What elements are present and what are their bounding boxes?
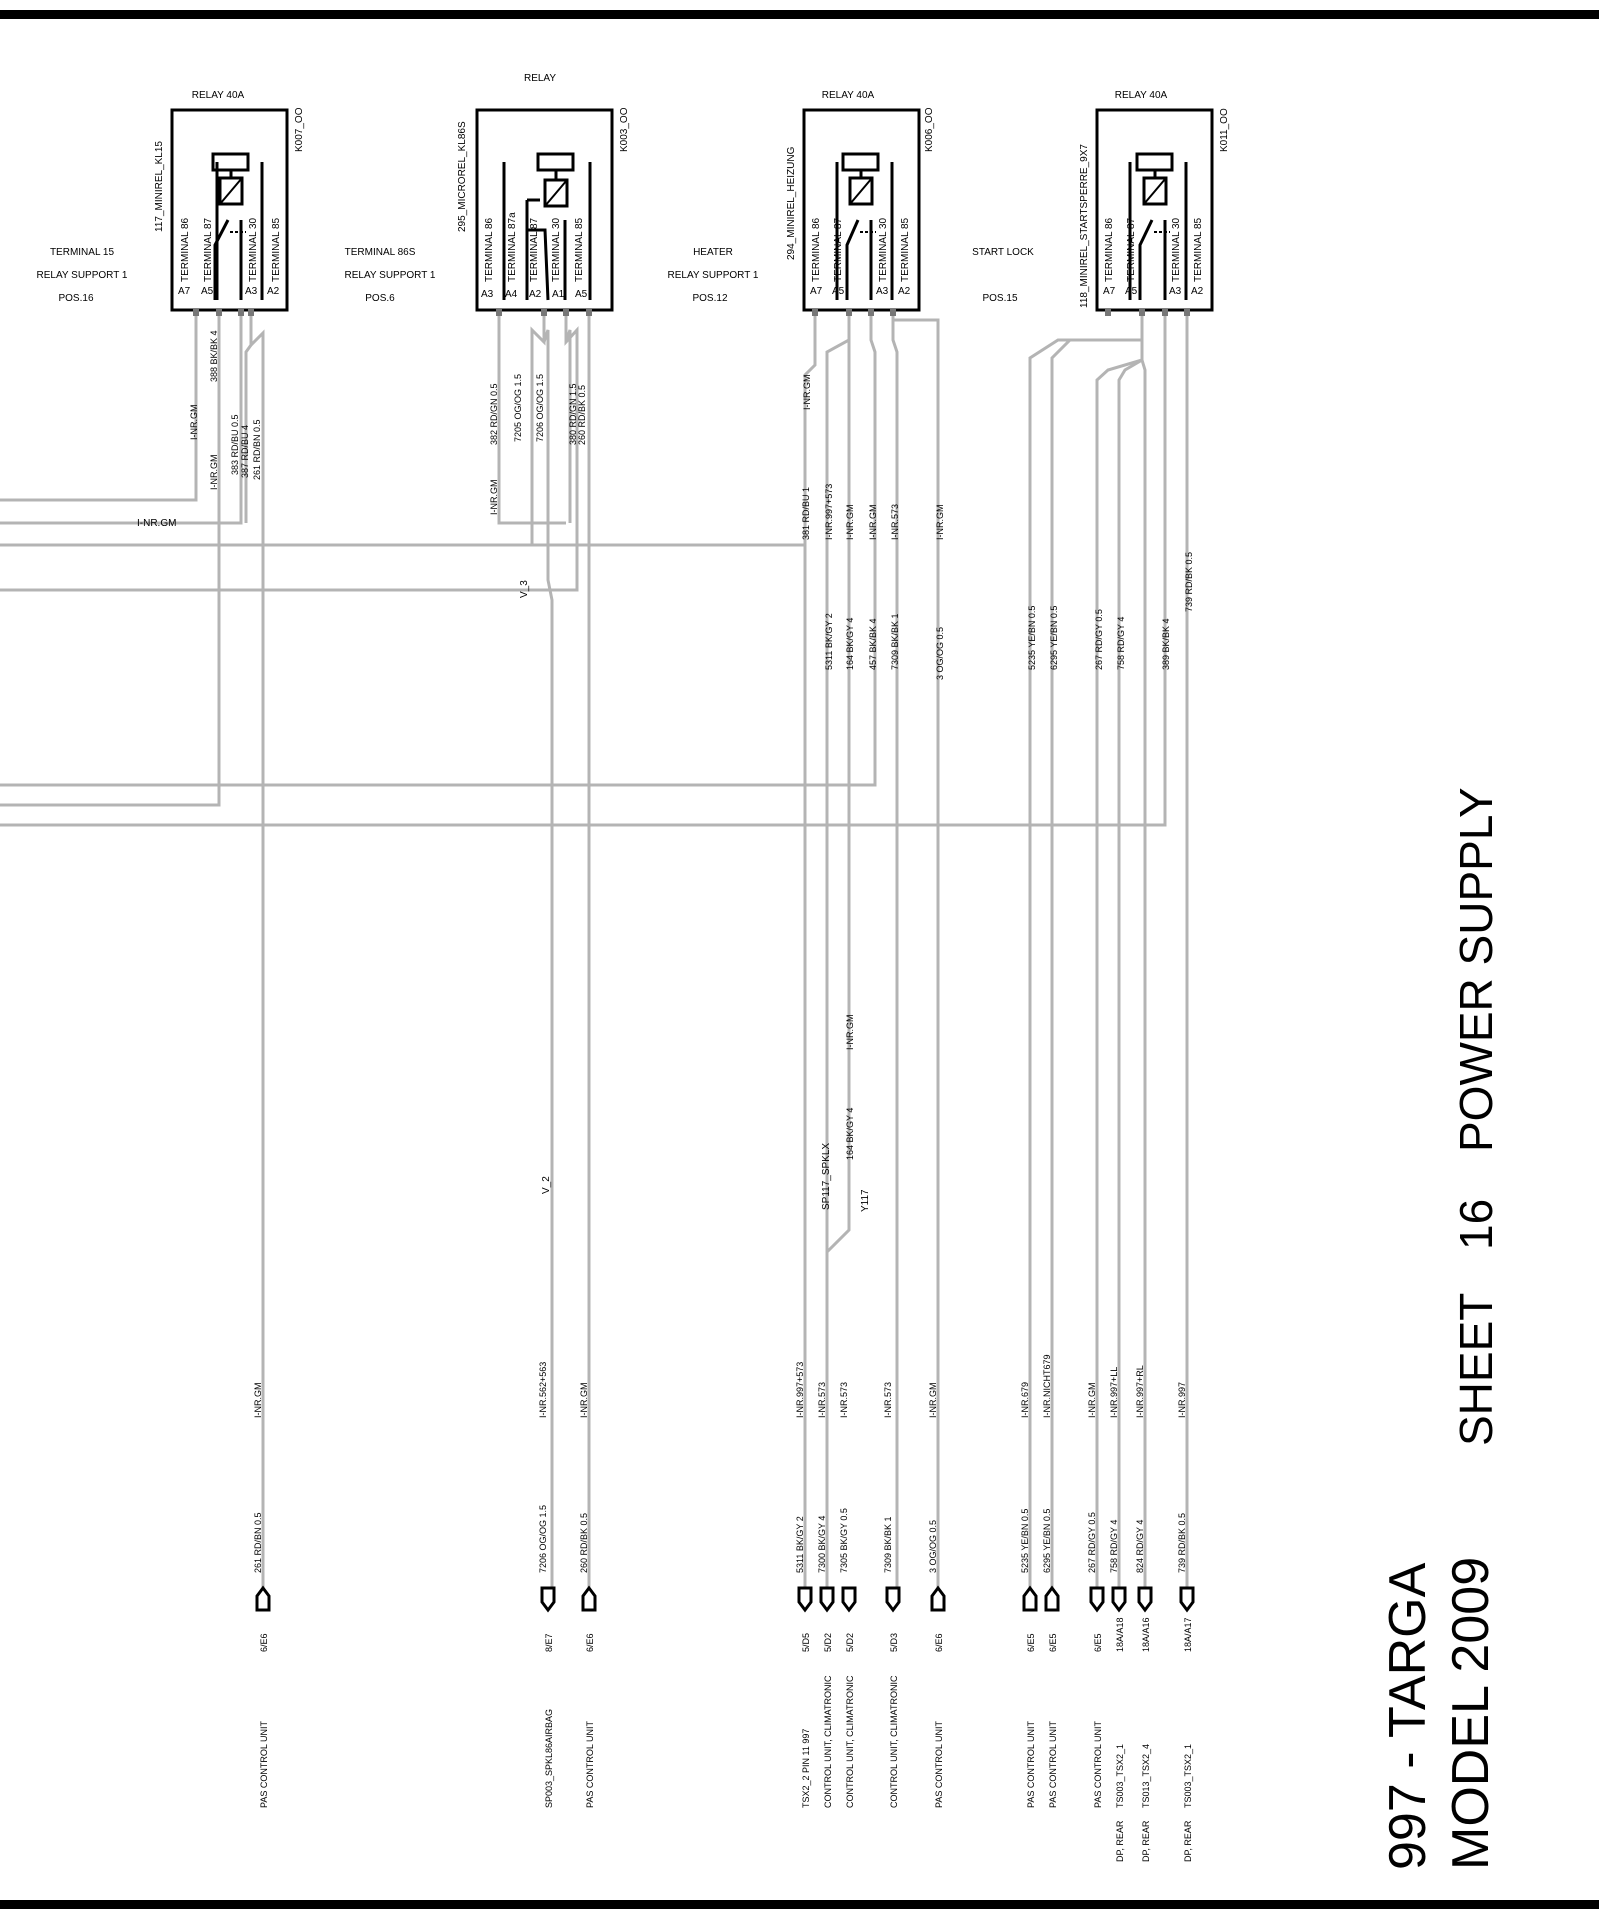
wire-label: V_3 bbox=[519, 580, 530, 598]
connector-destination: PAS CONTROL UNIT bbox=[259, 1720, 269, 1808]
relay-k006 bbox=[668, 90, 935, 316]
wire-label: 5235 YE/BN 0.5 bbox=[1027, 605, 1037, 670]
connector-ref-label: 6/E5 bbox=[1026, 1633, 1036, 1652]
connector-inr-label: I-NR.679 bbox=[1020, 1381, 1030, 1418]
connector-destination: CONTROL UNIT, CLIMATRONIC bbox=[823, 1675, 833, 1808]
connector-inr-label: I-NR.573 bbox=[839, 1381, 849, 1418]
connector-inr-label: I-NR.573 bbox=[883, 1381, 893, 1418]
wire-label: 7309 BK/BK 1 bbox=[890, 613, 900, 670]
connector-destination: TS003_TSX2_1 bbox=[1115, 1743, 1125, 1808]
connector-terminal-icon bbox=[1113, 1588, 1125, 1610]
connector-destination: TS003_TSX2_1 bbox=[1183, 1743, 1193, 1808]
connector bbox=[579, 1383, 595, 1809]
connector-ref-label: 6/E5 bbox=[1093, 1633, 1103, 1652]
connector bbox=[1042, 1354, 1058, 1808]
sheet-title: POWER SUPPLY bbox=[1450, 787, 1502, 1152]
connector-wire-label: 261 RD/BN 0.5 bbox=[253, 1512, 263, 1573]
pin-label: A7 bbox=[178, 286, 191, 297]
relay-k011 bbox=[972, 90, 1230, 316]
connector-wire-label: 5311 BK/GY 2 bbox=[795, 1516, 805, 1573]
wire-label: I-NR.GM bbox=[802, 374, 812, 410]
pin-label: A2 bbox=[267, 286, 280, 297]
connector-destination: PAS CONTROL UNIT bbox=[585, 1720, 595, 1808]
wire-label: 7205 OG/OG 1.5 bbox=[513, 373, 523, 442]
connector-ref-label: 5/D5 bbox=[801, 1632, 811, 1652]
connector bbox=[795, 1362, 811, 1808]
connector-ref-label: 6/E6 bbox=[934, 1633, 944, 1652]
connector-wire-label: 3 OG/OG 0.5 bbox=[928, 1519, 938, 1573]
connector-terminal-icon bbox=[257, 1588, 269, 1610]
title-block bbox=[1379, 787, 1502, 1870]
terminal-label: TERMINAL 30 bbox=[248, 217, 259, 282]
connector-inr-label: I-NR.997+573 bbox=[795, 1361, 805, 1418]
connector bbox=[1135, 1365, 1151, 1862]
pin-label: A7 bbox=[1103, 286, 1116, 297]
connector-wire-label: 7206 OG/OG 1.5 bbox=[538, 1504, 548, 1573]
terminal-label: TERMINAL 85 bbox=[900, 217, 911, 282]
relay-side-label: RELAY SUPPORT 1 bbox=[36, 270, 128, 281]
wire-label: 5311 BK/GY 2 bbox=[824, 613, 834, 670]
wire-label: 388 BK/BK 4 bbox=[209, 330, 219, 382]
relay-id: K006_OO bbox=[924, 107, 935, 152]
connector-wire-label: 824 RD/GY 4 bbox=[1135, 1519, 1145, 1573]
connector-wire-label: 7300 BK/GY 4 bbox=[817, 1515, 827, 1573]
relay-side-label: TERMINAL 86S bbox=[344, 247, 416, 258]
wire-label: I-NR.GM bbox=[209, 454, 219, 490]
terminal-label: TERMINAL 86 bbox=[484, 217, 495, 282]
terminal-label: TERMINAL 85 bbox=[271, 217, 282, 282]
relay-header: RELAY 40A bbox=[821, 90, 875, 101]
bottom-border bbox=[0, 1900, 1599, 1909]
wire-label: I-NR.GM bbox=[868, 504, 878, 540]
wire-label: 380 RD/GN 1.5 bbox=[568, 383, 578, 445]
connector-terminal-icon bbox=[843, 1588, 855, 1610]
connector-terminal-icon bbox=[932, 1588, 944, 1610]
pin-label: A7 bbox=[810, 286, 823, 297]
relay-side-label: START LOCK bbox=[972, 247, 1034, 258]
pin-label: A4 bbox=[505, 289, 518, 300]
pin-label: A3 bbox=[481, 289, 494, 300]
connector-ref-label: 5/D2 bbox=[823, 1632, 833, 1652]
connector bbox=[928, 1383, 944, 1809]
connector bbox=[1109, 1367, 1125, 1862]
terminal-label: TERMINAL 30 bbox=[551, 217, 562, 282]
connector bbox=[1177, 1382, 1193, 1862]
wire-label: 382 RD/GN 0.5 bbox=[489, 383, 499, 445]
pin-label: A5 bbox=[1125, 286, 1138, 297]
relay-side-label: POS.6 bbox=[365, 293, 395, 304]
connector-ref-label: 18A/A16 bbox=[1141, 1617, 1151, 1652]
connector-destination: PAS CONTROL UNIT bbox=[934, 1720, 944, 1808]
relay-side-label: POS.15 bbox=[982, 293, 1018, 304]
terminal-label: TERMINAL 85 bbox=[1193, 217, 1204, 282]
connector-terminal-icon bbox=[1046, 1588, 1058, 1610]
terminal-label: TERMINAL 87 bbox=[529, 217, 540, 282]
terminal-label: TERMINAL 30 bbox=[1171, 217, 1182, 282]
wire-label: 164 BK/GY 4 bbox=[845, 617, 855, 670]
wire-label: 739 RD/BK 0.5 bbox=[1184, 551, 1194, 612]
connector bbox=[253, 1383, 269, 1809]
terminal-label: TERMINAL 30 bbox=[878, 217, 889, 282]
connector-ref-label: 18A/A17 bbox=[1183, 1617, 1193, 1652]
terminal-label: TERMINAL 86 bbox=[1104, 217, 1115, 282]
wire-label: I-NR.GM bbox=[935, 504, 945, 540]
sheet-number: 16 bbox=[1450, 1198, 1502, 1250]
pin-label: A1 bbox=[552, 289, 565, 300]
connector-inr-label: I-NR.997+RL bbox=[1135, 1365, 1145, 1418]
connector-destination: CONTROL UNIT, CLIMATRONIC bbox=[845, 1675, 855, 1808]
relay-side-label: HEATER bbox=[693, 247, 733, 258]
connector-ref-label: 18A/A18 bbox=[1115, 1617, 1125, 1652]
wire-label: 164 BK/GY 4 bbox=[845, 1107, 855, 1160]
wire-label: SP117_SPKLX bbox=[821, 1142, 832, 1210]
connector-wire-label: 7309 BK/BK 1 bbox=[883, 1516, 893, 1573]
connector-ref-label: 8/E7 bbox=[544, 1633, 554, 1652]
relay-name: 117_MINIREL_KL15 bbox=[154, 141, 165, 232]
relay-side-label: TERMINAL 15 bbox=[49, 247, 115, 258]
connector-terminal-icon bbox=[799, 1588, 811, 1610]
connector-inr-label: I-NR.GM bbox=[579, 1382, 589, 1418]
connector-wire-label: 5235 YE/BN 0.5 bbox=[1020, 1508, 1030, 1573]
connector bbox=[1020, 1382, 1036, 1808]
relay-id: K011_OO bbox=[1219, 108, 1230, 152]
relay-body bbox=[477, 110, 612, 310]
wire-label: I-NR.573 bbox=[890, 503, 900, 540]
connector-terminal-icon bbox=[1091, 1588, 1103, 1610]
connector-wire-label: 758 RD/GY 4 bbox=[1109, 1519, 1119, 1573]
terminal-label: TERMINAL 85 bbox=[574, 217, 585, 282]
connector-destination: PAS CONTROL UNIT bbox=[1048, 1720, 1058, 1808]
connector-inr-label: I-NR.NICHT679 bbox=[1042, 1354, 1052, 1418]
connector-destination: CONTROL UNIT, CLIMATRONIC bbox=[889, 1675, 899, 1808]
model-title: 997 - TARGA bbox=[1379, 1562, 1437, 1870]
connector-ref-label: 6/E6 bbox=[259, 1633, 269, 1652]
wire-label: I-NR.GM bbox=[845, 504, 855, 540]
top-border bbox=[0, 10, 1599, 19]
connector-destination-extra: DP, REAR bbox=[1183, 1820, 1193, 1862]
wire-label: I-NR.GM bbox=[489, 479, 499, 515]
wire-label: 758 RD/GY 4 bbox=[1116, 616, 1126, 670]
relay-side-label: POS.16 bbox=[58, 293, 94, 304]
connector-inr-label: I-NR.997+LL bbox=[1109, 1366, 1119, 1418]
pin-label: A5 bbox=[832, 286, 845, 297]
connector-wire-label: 267 RD/GY 0.5 bbox=[1087, 1512, 1097, 1573]
connector-destination-extra: DP, REAR bbox=[1115, 1820, 1125, 1862]
wire-label: V_2 bbox=[541, 1176, 552, 1194]
terminal-label: TERMINAL 87 bbox=[1126, 217, 1137, 282]
pin-label: A3 bbox=[245, 286, 258, 297]
relay-header: RELAY bbox=[523, 73, 557, 84]
wires bbox=[0, 313, 1187, 1596]
wire-label: I-NR.997+573 bbox=[824, 483, 834, 540]
terminal-label: TERMINAL 86 bbox=[811, 217, 822, 282]
wire-label: 261 RD/BN 0.5 bbox=[252, 419, 262, 480]
connector-destination-extra: DP, REAR bbox=[1141, 1820, 1151, 1862]
connector-terminal-icon bbox=[1024, 1588, 1036, 1610]
relay-name: 294_MINIREL_HEIZUNG bbox=[786, 146, 797, 260]
connector-destination: SP003_SPKL86AIRBAG bbox=[544, 1708, 554, 1808]
wire-label: 383 RD/BU 0.5 bbox=[230, 414, 240, 475]
terminal-label: TERMINAL 87 bbox=[833, 217, 844, 282]
wire-label: 387 RD/BU 4 bbox=[240, 424, 250, 478]
relay-header: RELAY 40A bbox=[1114, 90, 1168, 101]
model-year: MODEL 2009 bbox=[1442, 1556, 1500, 1870]
connector-terminal-icon bbox=[542, 1588, 554, 1610]
connector bbox=[817, 1382, 833, 1808]
wire-label: 3 OG/OG 0.5 bbox=[935, 626, 945, 680]
sheet-label: SHEET bbox=[1450, 1292, 1502, 1446]
connector-inr-label: I-NR.GM bbox=[1087, 1382, 1097, 1418]
connector-ref-label: 6/E6 bbox=[585, 1633, 595, 1652]
relay-id: K003_OO bbox=[619, 107, 630, 152]
relay-k003 bbox=[345, 73, 630, 316]
connector-terminal-icon bbox=[583, 1588, 595, 1610]
relay-side-label: RELAY SUPPORT 1 bbox=[344, 270, 436, 281]
connector-inr-label: I-NR.562+563 bbox=[538, 1361, 548, 1418]
terminal-label: TERMINAL 87 bbox=[203, 217, 214, 282]
connector-inr-label: I-NR.997 bbox=[1177, 1381, 1187, 1418]
relay-side-label: POS.12 bbox=[692, 293, 728, 304]
connector-wire-label: 260 RD/BK 0.5 bbox=[579, 1512, 589, 1573]
relay-name: 295_MICROREL_KL86S bbox=[457, 121, 468, 232]
pin-label: A3 bbox=[1169, 286, 1182, 297]
connector-destination: PAS CONTROL UNIT bbox=[1093, 1720, 1103, 1808]
pin-label: A5 bbox=[575, 289, 588, 300]
connector-terminal-icon bbox=[821, 1588, 833, 1610]
connector-terminal-icon bbox=[1139, 1588, 1151, 1610]
wire-label: 267 RD/GY 0.5 bbox=[1094, 609, 1104, 670]
connector-wire-label: 739 RD/BK 0.5 bbox=[1177, 1512, 1187, 1573]
connector-wire-label: 7305 BK/GY 0.5 bbox=[839, 1508, 849, 1573]
wire-label: 7206 OG/OG 1.5 bbox=[535, 373, 545, 442]
wire-label: 6295 YE/BN 0.5 bbox=[1049, 605, 1059, 670]
connector-wire-label: 6295 YE/BN 0.5 bbox=[1042, 1508, 1052, 1573]
connector-inr-label: I-NR.GM bbox=[253, 1382, 263, 1418]
connector bbox=[839, 1382, 855, 1808]
wire-label: Y117 bbox=[860, 1189, 871, 1212]
pin-label: A5 bbox=[201, 286, 214, 297]
terminal-label: TERMINAL 86 bbox=[180, 217, 191, 282]
connector-inr-label: I-NR.GM bbox=[928, 1382, 938, 1418]
connector-inr-label: I-NR.573 bbox=[817, 1381, 827, 1418]
relay-id: K007_OO bbox=[294, 107, 305, 152]
connector-terminal-icon bbox=[887, 1588, 899, 1610]
connector-ref-label: 6/E5 bbox=[1048, 1633, 1058, 1652]
relay-k007 bbox=[37, 90, 305, 316]
connector-ref-label: 5/D2 bbox=[845, 1632, 855, 1652]
relay-header: RELAY 40A bbox=[191, 90, 245, 101]
connector-destination: TSX2_2 PIN 11 997 bbox=[801, 1728, 811, 1808]
wire-label: I-NR.GM bbox=[189, 404, 199, 440]
relay-name: 118_MINIREL_STARTSPERRE_9X7 bbox=[1079, 144, 1090, 308]
wire-label: 389 BK/BK 4 bbox=[1161, 618, 1171, 670]
wire-label: I-NR.GM bbox=[845, 1014, 855, 1050]
relay-side-label: RELAY SUPPORT 1 bbox=[667, 270, 759, 281]
connector-destination: TS013_TSX2_4 bbox=[1141, 1743, 1151, 1808]
upper-wire-labels bbox=[137, 330, 1194, 1212]
connector-destination: PAS CONTROL UNIT bbox=[1026, 1720, 1036, 1808]
wire-label: I-NR.GM bbox=[137, 518, 177, 529]
terminal-label: TERMINAL 87a bbox=[507, 212, 518, 282]
pin-label: A2 bbox=[529, 289, 542, 300]
pin-label: A2 bbox=[1191, 286, 1204, 297]
wire-label: 260 RD/BK 0.5 bbox=[577, 384, 587, 445]
connector-terminal-icon bbox=[1181, 1588, 1193, 1610]
wire-label: 457 BK/BK 4 bbox=[868, 618, 878, 670]
connector bbox=[1087, 1383, 1103, 1809]
pin-label: A3 bbox=[876, 286, 889, 297]
connector-ref-label: 5/D3 bbox=[889, 1632, 899, 1652]
pin-label: A2 bbox=[898, 286, 911, 297]
wire-label: 381 RD/BU 1 bbox=[801, 486, 811, 540]
